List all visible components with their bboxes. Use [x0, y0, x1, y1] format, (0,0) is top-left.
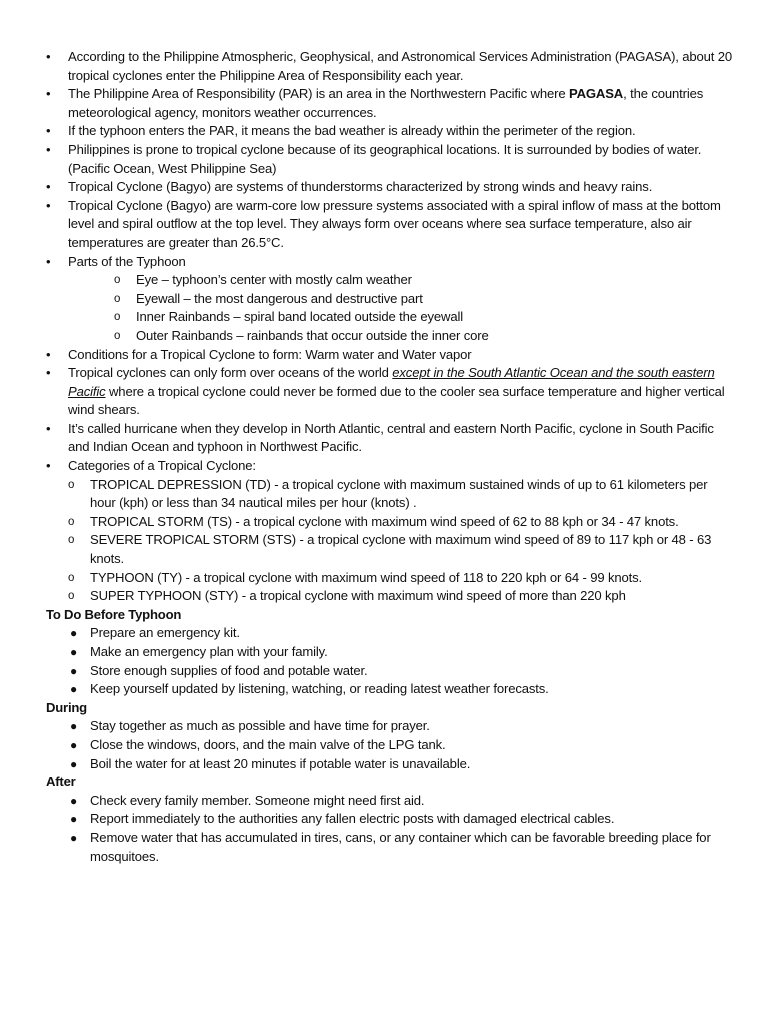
category-item: o SEVERE TROPICAL STORM (STS) - a tropical cyclone with maximum wind speed of 89 to 117 kph or 48 - 63 knots. — [68, 532, 712, 567]
list-item: ● Report immediately to the authorities any fallen electric posts with damaged electrical cables. — [46, 810, 736, 829]
typhoon-part-item: o Inner Rainbands – spiral band located outside the eyewall — [46, 308, 736, 327]
bullet-icon: • — [46, 197, 51, 213]
list-item: ● Prepare an emergency kit. — [46, 624, 736, 643]
circle-bullet-icon: o — [114, 311, 121, 324]
list-item: • Philippines is prone to tropical cyclone because of its geographical locations. It is surrounded by bodies of water. (Pacific Ocean, West Philippine Sea) — [46, 141, 702, 176]
category-item: o TROPICAL STORM (TS) - a tropical cyclone with maximum wind speed of 62 to 88 kph or 34 - 47 knots. — [46, 513, 736, 532]
category-item: o TYPHOON (TY) - a tropical cyclone with maximum wind speed of 118 to 220 kph or 64 - 99 knots. — [46, 569, 736, 588]
before-heading: To Do Before Typhoon — [46, 606, 182, 622]
list-item: ● Store enough supplies of food and potable water. — [46, 662, 736, 681]
bullet-icon: • — [46, 141, 51, 157]
bullet-icon: • — [46, 123, 51, 139]
circle-bullet-icon: o — [68, 478, 75, 491]
list-item: ● Stay together as much as possible and have time for prayer. — [46, 717, 736, 736]
bullet-icon: • — [46, 365, 51, 381]
document-body — [46, 48, 736, 866]
disc-bullet-icon: ● — [70, 756, 78, 771]
circle-bullet-icon: o — [114, 292, 121, 305]
disc-bullet-icon: ● — [70, 626, 78, 641]
list-item: • If the typhoon enters the PAR, it means the bad weather is already within the perimeter of the region. — [46, 122, 736, 141]
category-item: o TROPICAL DEPRESSION (TD) - a tropical cyclone with maximum sustained winds of up to 61 kilometers per hour (kph) or less than 34 nautical miles per hour (knots) . — [68, 476, 708, 511]
circle-bullet-icon: o — [68, 534, 75, 547]
bullet-icon: • — [46, 420, 51, 436]
during-heading: During — [46, 699, 87, 715]
bullet-icon: • — [46, 346, 51, 362]
list-item: • The Philippine Area of Responsibility (PAR) is an area in the Northwestern Pacific where PAGASA, the countries meteorological agency, monitors weather occurrences. — [46, 86, 704, 120]
list-item: ● Keep yourself updated by listening, watching, or reading latest weather forecasts. — [46, 680, 736, 699]
list-item: ● Remove water that has accumulated in tires, cans, or any container which can be favorable breeding place for mosquitoes. — [70, 829, 711, 864]
category-item: o SUPER TYPHOON (STY) - a tropical cyclone with maximum wind speed of more than 220 kph — [46, 587, 736, 606]
list-item: • Parts of the Typhoon — [46, 253, 736, 272]
list-item: • It’s called hurricane when they develop in North Atlantic, central and eastern North Pacific, cyclone in South Pacific and Indian Ocean and typhoon in Northwest Pacific. — [46, 420, 714, 455]
bullet-icon: • — [46, 86, 51, 102]
disc-bullet-icon: ● — [70, 793, 78, 808]
bullet-icon: • — [46, 49, 51, 64]
list-item: ● Make an emergency plan with your family. — [46, 643, 736, 662]
disc-bullet-icon: ● — [70, 645, 78, 659]
typhoon-part-item: o Eyewall – the most dangerous and destructive part — [46, 290, 736, 309]
disc-bullet-icon: ● — [70, 682, 78, 697]
list-item: ● Close the windows, doors, and the main valve of the LPG tank. — [46, 736, 736, 755]
typhoon-part-item: o Eye – typhoon’s center with mostly calm weather — [46, 271, 736, 290]
list-item: ● Boil the water for at least 20 minutes if potable water is unavailable. — [46, 755, 736, 774]
list-item: • Conditions for a Tropical Cyclone to form: Warm water and Water vapor — [46, 346, 736, 365]
list-item: • Categories of a Tropical Cyclone: — [46, 457, 736, 476]
typhoon-part-item: o Outer Rainbands – rainbands that occur outside the inner core — [46, 327, 736, 346]
list-item: • Tropical Cyclone (Bagyo) are warm-core low pressure systems associated with a spiral inflow of mass at the bottom level and spiral outflow at the top level. They always form over oceans where sea surface temperature, also air temperatures are greater than 26.5°C. — [46, 197, 721, 250]
list-item: • According to the Philippine Atmospheric, Geophysical, and Astronomical Services Administration (PAGASA), about 20 tropical cyclones enter the Philippine Area of Responsibility each year. — [46, 49, 733, 83]
bullet-icon: • — [46, 253, 51, 269]
circle-bullet-icon: o — [68, 515, 75, 528]
list-item: • Tropical cyclones can only form over oceans of the world except in the South Atlantic Ocean and the south eastern Pacific where a tropical cyclone could never be formed due to the cooler sea surface temperature and higher vertical wind shears. — [46, 365, 725, 418]
bullet-icon: • — [46, 179, 51, 195]
disc-bullet-icon: ● — [70, 719, 78, 734]
circle-bullet-icon: o — [68, 590, 75, 603]
disc-bullet-icon: ● — [70, 812, 78, 827]
disc-bullet-icon: ● — [70, 663, 78, 678]
list-item: • Tropical Cyclone (Bagyo) are systems of thunderstorms characterized by strong winds and heavy rains. — [46, 178, 736, 197]
list-item: ● Check every family member. Someone might need first aid. — [46, 792, 736, 811]
emphasized-text: except in the South Atlantic Ocean and the south eastern Pacific — [68, 365, 715, 399]
circle-bullet-icon: o — [114, 274, 121, 287]
disc-bullet-icon: ● — [70, 737, 78, 752]
circle-bullet-icon: o — [68, 571, 75, 584]
after-heading: After — [46, 774, 76, 790]
pagasa-bold-text: PAGASA — [568, 86, 624, 102]
disc-bullet-icon: ● — [70, 830, 78, 845]
circle-bullet-icon: o — [114, 329, 121, 342]
bullet-icon: • — [46, 458, 51, 474]
